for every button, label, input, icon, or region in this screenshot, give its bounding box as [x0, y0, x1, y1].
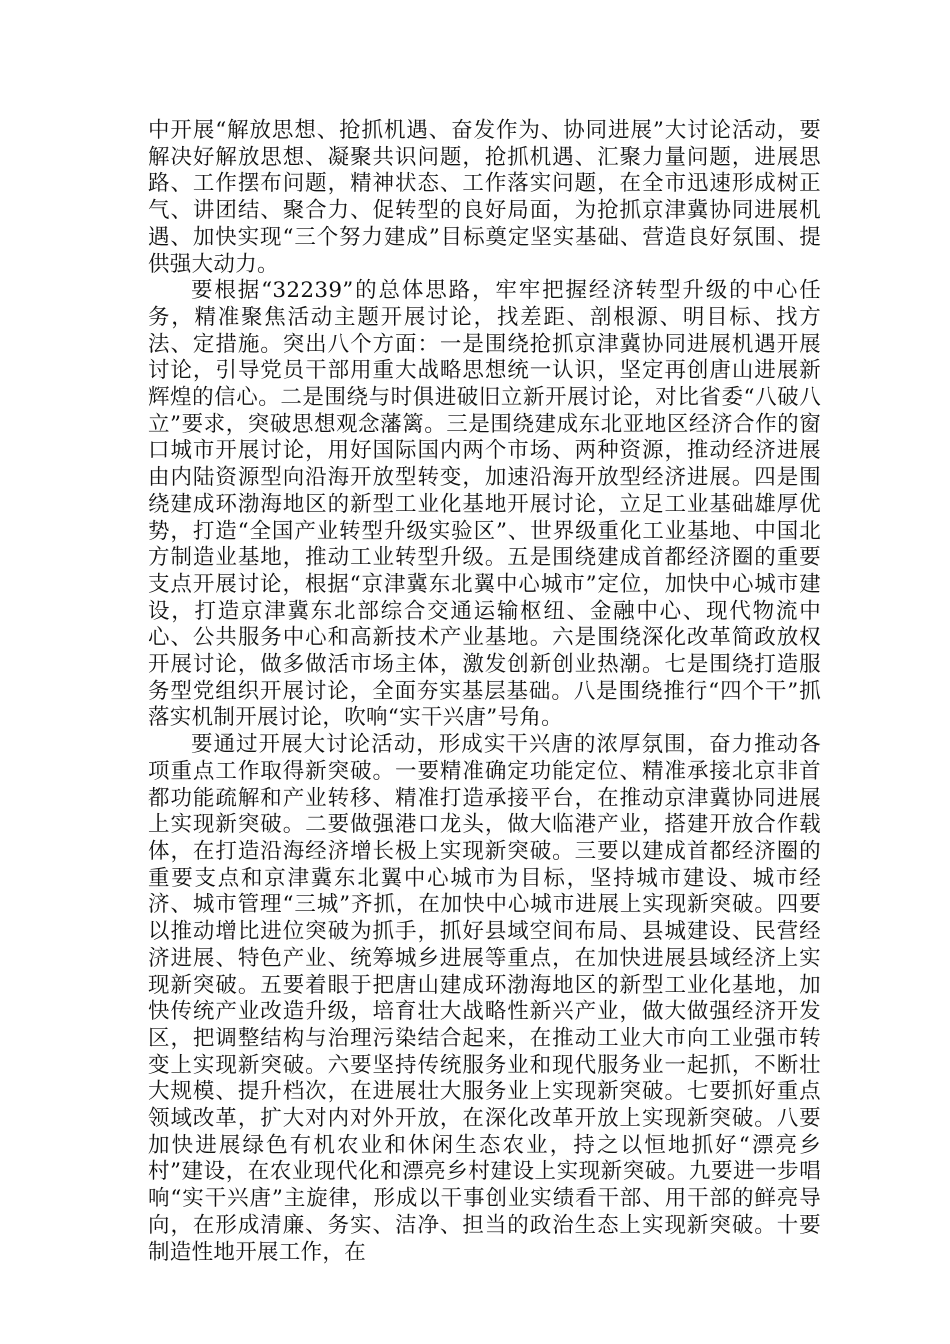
document-body: [148, 118, 821, 1266]
paragraph-ten-breakthroughs: 要通过开展大讨论活动，形成实干兴唐的浓厚氛围，奋力推动各项重点工作取得新突破。一要精准确定功能定位、精准承接北京非首都功能疏解和产业转移、精准打造承接平台，在推动京津冀协同进展上实现新突破。二要做强港口龙头，做大临港产业，搭建开放合作载体，在打造沿海经济增长极上实现新突破。三要以建成首都经济圈的重要支点和京津冀东北翼中心城市为目标，坚持城市建设、城市经济、城市管理“三城”齐抓，在加快中心城市进展上实现新突破。四要以推动增比进位突破为抓手，抓好县域空间布局、县城建设、民营经济进展、特色产业、统筹城乡进展等重点，在加快进展县域经济上实现新突破。五要着眼于把唐山建成环渤海地区的新型工业化基地，加快传统产业改造升级，培育壮大战略性新兴产业，做大做强经济开发区，把调整结构与治理污染结合起来，在推动工业大市向工业强市转变上实现新突破。六要坚持传统服务业和现代服务业一起抓，不断壮大规模、提升档次，在进展壮大服务业上实现新突破。七要抓好重点领域改革，扩大对内对外开放，在深化改革开放上实现新突破。八要加快进展绿色有机农业和休闲生态农业，持之以恒地抓好“漂亮乡村”建设，在农业现代化和漂亮乡村建设上实现新突破。九要进一步唱响“实干兴唐”主旋律，形成以干事创业实绩看干部、用干部的鲜亮导向，在形成清廉、务实、洁净、担当的政治生态上实现新突破。十要制造性地开展工作，在: [148, 732, 821, 1265]
paragraph-continuation: 中开展“解放思想、抢抓机遇、奋发作为、协同进展”大讨论活动，要解决好解放思想、凝聚共识问题，抢抓机遇、汇聚力量问题，进展思路、工作摆布问题，精神状态、工作落实问题，在全市迅速形成树正气、讲团结、聚合力、促转型的良好局面，为抢抓京津冀协同进展机遇、加快实现“三个努力建成”目标奠定坚实基础、营造良好氛围、提供强大动力。: [148, 118, 821, 277]
paragraph-eight-aspects: 要根据“32239”的总体思路，牢牢把握经济转型升级的中心任务，精准聚焦活动主题开展讨论，找差距、剖根源、明目标、找方法、定措施。突出八个方面：一是围绕抢抓京津冀协同进展机遇开展讨论，引导党员干部用重大战略思想统一认识，坚定再创唐山进展新辉煌的信心。二是围绕与时俱进破旧立新开展讨论，对比省委“八破八立”要求，突破思想观念藩篱。三是围绕建成东北亚地区经济合作的窗口城市开展讨论，用好国际国内两个市场、两种资源，推动经济进展由内陆资源型向沿海开放型转变，加速沿海开放型经济进展。四是围绕建成环渤海地区的新型工业化基地开展讨论，立足工业基础雄厚优势，打造“全国产业转型升级实验区”、世界级重化工业基地、中国北方制造业基地，推动工业转型升级。五是围绕建成首都经济圈的重要支点开展讨论，根据“京津冀东北翼中心城市”定位，加快中心城市建设，打造京津冀东北部综合交通运输枢纽、金融中心、现代物流中心、公共服务中心和高新技术产业基地。六是围绕深化改革简政放权开展讨论，做多做活市场主体，激发创新创业热潮。七是围绕打造服务型党组织开展讨论，全面夯实基层基础。八是围绕推行“四个干”抓落实机制开展讨论，吹响“实干兴唐”号角。: [148, 278, 821, 731]
